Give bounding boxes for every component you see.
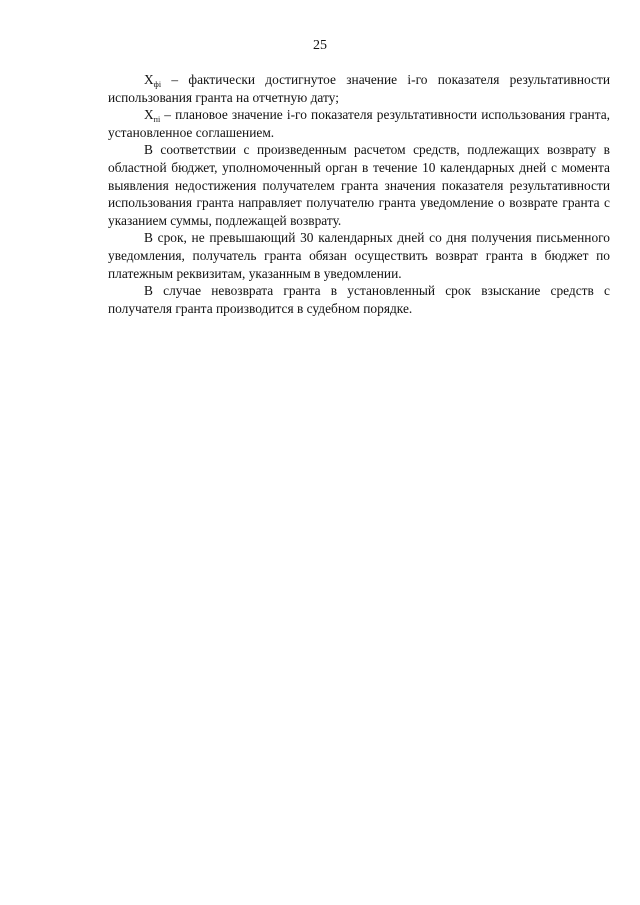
definition-planned-value — [108, 106, 610, 141]
page-number: 25 — [313, 38, 327, 53]
document-body — [108, 71, 610, 317]
paragraph-refund-notice: В соответствии с произведенным расчетом средств, подлежащих возврату в областной бюджет, уполномоченный орган в течение 10 календарных дней с момента выявления недостижения получателем гранта значения показателя результативности использования гранта направляет получателю гранта уведомление о возврате гранта с указанием суммы, подлежащей возврату. — [108, 142, 610, 228]
definition-actual-text: – фактически достигнутое значение i-го показателя результативности использования гранта на отчетную дату; — [108, 72, 610, 105]
subscript-actual: фi — [153, 80, 162, 89]
paragraph-court-recovery: В случае невозврата гранта в установленный срок взыскание средств с получателя гранта производится в судебном порядке. — [108, 283, 610, 316]
symbol-x-actual: X — [144, 72, 154, 87]
subscript-planned: пi — [153, 115, 161, 125]
definition-planned-text: – плановое значение i-го показателя результативности использования гранта, установленное соглашением. — [108, 107, 610, 140]
definition-actual-value — [108, 71, 610, 106]
paragraph-refund-deadline: В срок, не превышающий 30 календарных дней со дня получения письменного уведомления, получатель гранта обязан осуществить возврат гранта в бюджет по платежным реквизитам, указанным в уведомлении. — [108, 230, 610, 281]
symbol-x-planned: X — [144, 107, 154, 123]
